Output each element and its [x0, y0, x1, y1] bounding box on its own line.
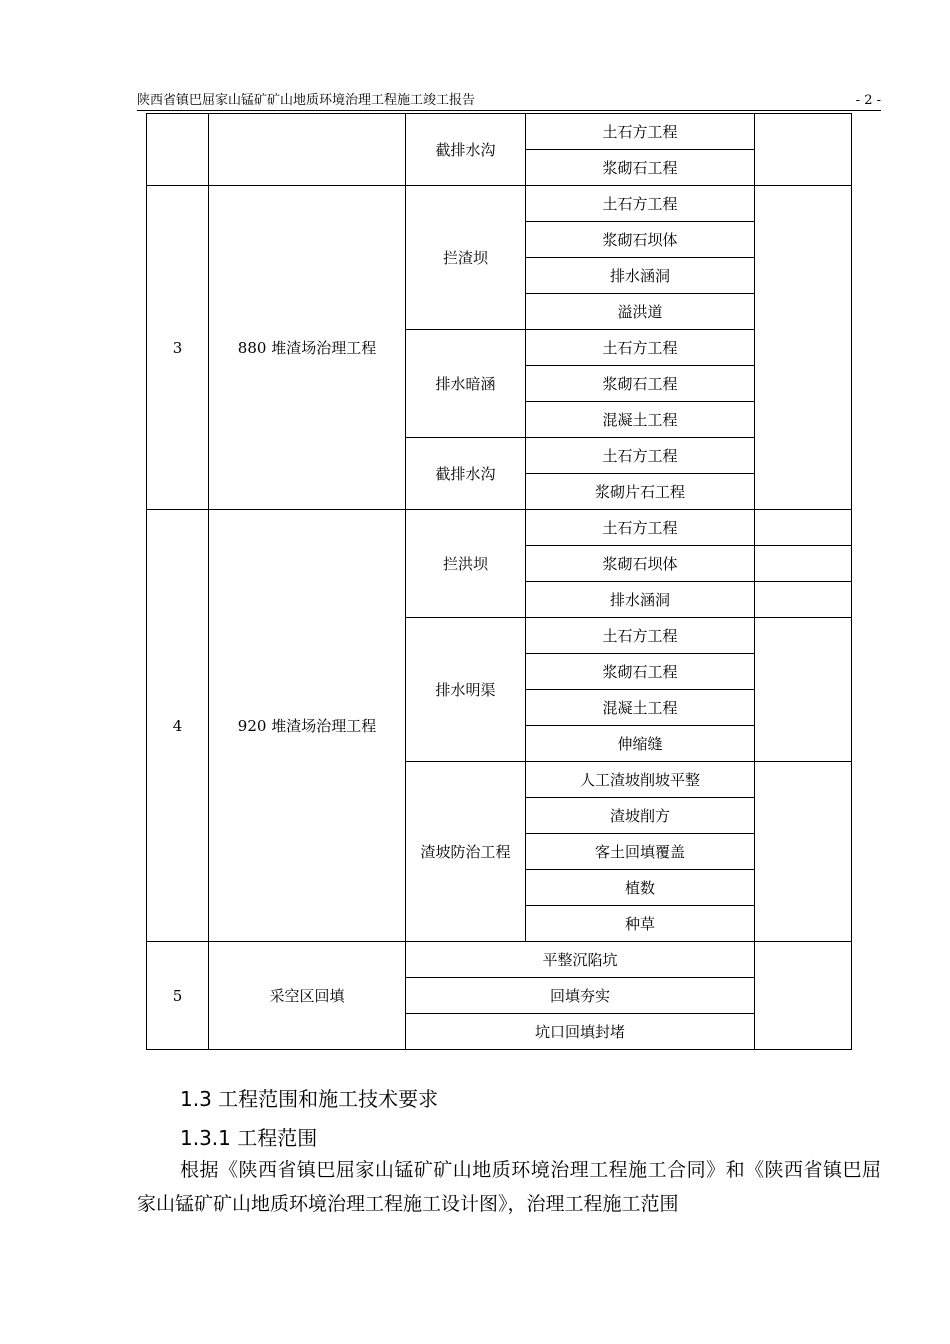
header-title: 陕西省镇巴屈家山锰矿矿山地质环境治理工程施工竣工报告: [137, 93, 476, 108]
remark-cell: [755, 942, 852, 1050]
item-cell: 土石方工程: [526, 618, 755, 654]
item-cell: 土石方工程: [526, 510, 755, 546]
item-cell: 渣坡削方: [526, 798, 755, 834]
item-cell: 客土回填覆盖: [526, 834, 755, 870]
table-row: [147, 942, 852, 978]
item-cell: 土石方工程: [526, 438, 755, 474]
remark-cell: [755, 546, 852, 582]
header-rule: [137, 110, 881, 111]
item-cell: 种草: [526, 906, 755, 942]
item-cell: 土石方工程: [526, 186, 755, 222]
works-table: [146, 113, 852, 1050]
remark-cell: [755, 762, 852, 942]
item-cell: 浆砌石工程: [526, 150, 755, 186]
sub-project-cell: 截排水沟: [406, 438, 526, 510]
item-cell: 土石方工程: [526, 330, 755, 366]
sub-project-cell: 拦洪坝: [406, 510, 526, 618]
page-header: [137, 92, 881, 110]
remark-cell: [755, 186, 852, 510]
table-row: [147, 510, 852, 546]
item-cell: 植数: [526, 870, 755, 906]
item-cell: 排水涵洞: [526, 258, 755, 294]
remark-cell: [755, 510, 852, 546]
section-heading: 1.3 工程范围和施工技术要求: [180, 1087, 439, 1111]
body-paragraph: 根据《陕西省镇巴屈家山锰矿矿山地质环境治理工程施工合同》和《陕西省镇巴屈家山锰矿矿山地质环境治理工程施工设计图》，治理工程施工范围: [137, 1159, 881, 1215]
row-number-cell: 4: [147, 510, 209, 942]
item-cell: 溢洪道: [526, 294, 755, 330]
item-cell: 浆砌石工程: [526, 654, 755, 690]
project-name-cell: 880 堆渣场治理工程: [209, 186, 406, 510]
remark-cell: [755, 582, 852, 618]
sub-project-cell: 截排水沟: [406, 114, 526, 186]
item-cell: 混凝土工程: [526, 690, 755, 726]
sub-project-cell: 排水暗涵: [406, 330, 526, 438]
item-cell: 伸缩缝: [526, 726, 755, 762]
sub-project-cell: 渣坡防治工程: [406, 762, 526, 942]
table-row: [147, 114, 852, 150]
sub-project-cell: 排水明渠: [406, 618, 526, 762]
item-cell: 回填夯实: [406, 978, 755, 1014]
item-cell: 平整沉陷坑: [406, 942, 755, 978]
item-cell: 坑口回填封堵: [406, 1014, 755, 1050]
sub-project-cell: 拦渣坝: [406, 186, 526, 330]
item-cell: 浆砌石坝体: [526, 546, 755, 582]
row-number-cell: 3: [147, 186, 209, 510]
project-name-cell: [209, 114, 406, 186]
row-number-cell: 5: [147, 942, 209, 1050]
item-cell: 人工渣坡削坡平整: [526, 762, 755, 798]
subsection-heading: 1.3.1 工程范围: [180, 1126, 318, 1150]
table-row: [147, 186, 852, 222]
item-cell: 浆砌石坝体: [526, 222, 755, 258]
item-cell: 浆砌石工程: [526, 366, 755, 402]
project-name-cell: 采空区回填: [209, 942, 406, 1050]
item-cell: 排水涵洞: [526, 582, 755, 618]
item-cell: 浆砌片石工程: [526, 474, 755, 510]
page-number: - 2 -: [855, 93, 881, 108]
project-name-cell: 920 堆渣场治理工程: [209, 510, 406, 942]
remark-cell: [755, 618, 852, 762]
remark-cell: [755, 114, 852, 186]
item-cell: 混凝土工程: [526, 402, 755, 438]
row-number-cell: [147, 114, 209, 186]
item-cell: 土石方工程: [526, 114, 755, 150]
